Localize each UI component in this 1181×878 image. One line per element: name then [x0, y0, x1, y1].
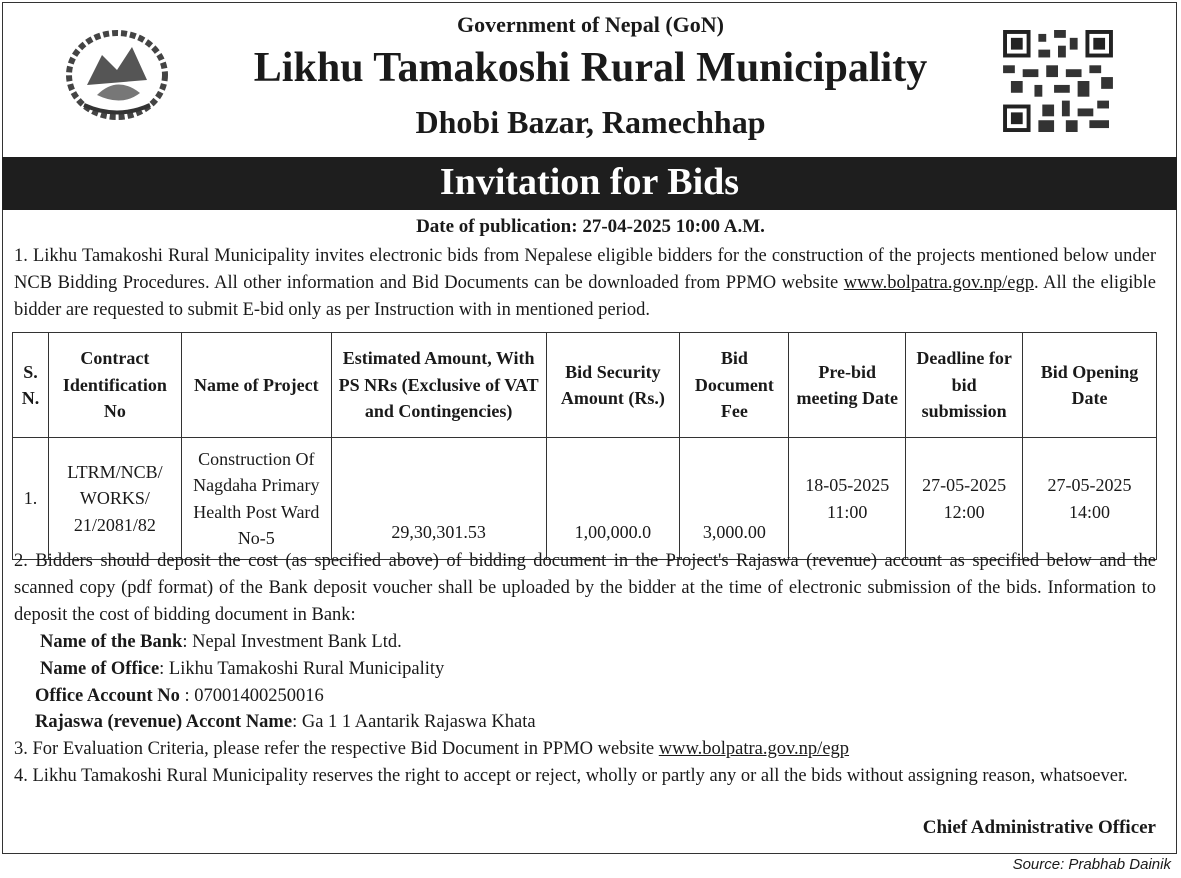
bolpatra-link[interactable]: www.bolpatra.gov.np/egp — [843, 272, 1035, 293]
header-prebid-date: Pre-bid meeting Date — [789, 333, 906, 438]
municipality-address: Dhobi Bazar, Ramechhap — [415, 104, 766, 140]
table-header-row — [13, 333, 1157, 438]
bolpatra-link-2[interactable]: www.bolpatra.gov.np/egp — [658, 739, 850, 759]
office-name-line: Name of Office: Likhu Tamakoshi Rural Municipality — [40, 658, 445, 679]
cell-deadline: 27-05-2025 12:00 — [906, 438, 1023, 560]
cell-contract-id: LTRM/NCB/ WORKS/ 21/2081/82 — [48, 438, 181, 560]
bank-name-line: Name of the Bank: Nepal Investment Bank Ltd. — [40, 632, 402, 652]
cell-sn: 1. — [13, 438, 49, 560]
notice-title: Invitation for Bids — [2, 157, 1177, 210]
account-no-line: Office Account No : 07001400250016 — [35, 685, 324, 706]
cell-estimated-amount: 29,30,301.53 — [331, 438, 546, 560]
cell-project-name: Construction Of Nagdaha Primary Health Post Ward No-5 — [181, 438, 331, 560]
header-estimated-amount: Estimated Amount, With PS NRs (Exclusive of VAT and Contingencies) — [331, 333, 546, 438]
header-contract-id: Contract Identification No — [48, 333, 181, 438]
signatory: Chief Administrative Officer — [922, 817, 1156, 838]
source-credit: Source: Prabhab Dainik — [1012, 856, 1171, 873]
cell-prebid-date: 18-05-2025 11:00 — [789, 438, 906, 560]
bid-table — [12, 332, 1157, 560]
table-row — [13, 438, 1157, 560]
municipality-name: Likhu Tamakoshi Rural Municipality — [253, 45, 928, 91]
header-opening-date: Bid Opening Date — [1023, 333, 1157, 438]
paragraph-3: 3. For Evaluation Criteria, please refer the respective Bid Document in PPMO website www.bolpatra.gov.np/egp — [14, 739, 850, 759]
paragraph-2 — [14, 548, 1156, 628]
header-project-name: Name of Project — [181, 333, 331, 438]
paragraph-4: 4. Likhu Tamakoshi Rural Municipality reserves the right to accept or reject, wholly or partly any or all the bids without assigning reason, whatsoever. — [14, 766, 1128, 786]
government-heading: Government of Nepal (GoN) — [456, 12, 724, 37]
bank-details — [14, 629, 1156, 736]
cell-document-fee: 3,000.00 — [680, 438, 789, 560]
header-sn: S. N. — [13, 333, 49, 438]
paragraph-1-text: 1. Likhu Tamakoshi Rural Municipality invites electronic bids from Nepalese eligible bidders for the construction of the projects mentioned below under NCB Bidding Procedures. All other information and Bid Documents can be downloaded from PPMO website — [14, 246, 1156, 293]
header-document-fee: Bid Document Fee — [680, 333, 789, 438]
cell-bid-security: 1,00,000.0 — [546, 438, 680, 560]
cell-opening-date: 27-05-2025 14:00 — [1023, 438, 1157, 560]
header-deadline: Deadline for bid submission — [906, 333, 1023, 438]
paragraph-2-text: 2. Bidders should deposit the cost (as specified above) of bidding document in the Project's Rajaswa (revenue) account as specified below and the scanned copy (pdf format) of the Bank deposit voucher shall be uploaded by the bidder at the time of electronic submission of the bids. Information to deposit the cost of bidding document in Bank: — [14, 551, 1156, 625]
paragraph-1-tail: . All the eligible bidder are requested to submit E-bid only as per Instruction with in mentioned period. — [14, 272, 1156, 320]
publication-date: Date of publication: 27-04-2025 10:00 A.M. — [416, 216, 765, 237]
header-bid-security: Bid Security Amount (Rs.) — [546, 333, 680, 438]
rajaswa-line: Rajaswa (revenue) Accont Name: Ga 1 1 Aantarik Rajaswa Khata — [35, 712, 536, 733]
paragraph-1 — [14, 243, 1156, 323]
